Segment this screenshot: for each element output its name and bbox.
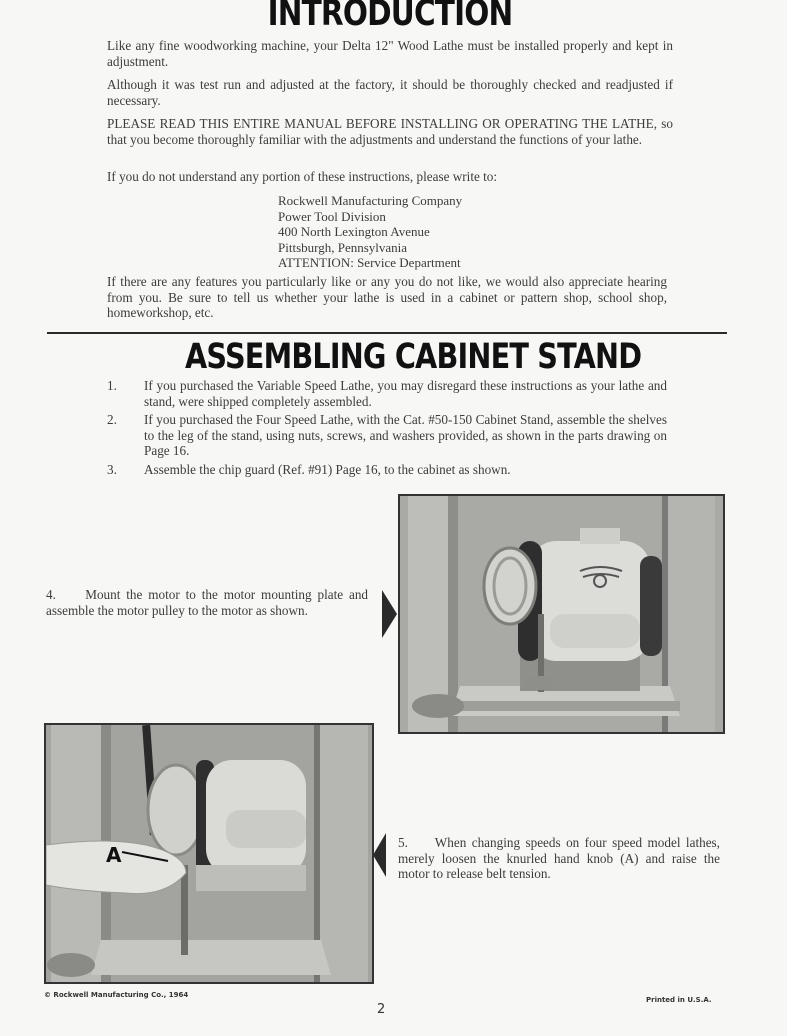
step-text: Mount the motor to the motor mounting plate and assemble the motor pulley to the motor as shown. xyxy=(46,587,369,618)
section-divider xyxy=(47,332,727,334)
address-line: 400 North Lexington Avenue xyxy=(278,224,430,240)
intro-paragraph-3: PLEASE READ THIS ENTIRE MANUAL BEFORE INSTALLING OR OPERATING THE LATHE, so that you become thoroughly familiar with the adjustments and understand the functions of your lathe. xyxy=(107,116,673,147)
introduction-title: INTRODUCTION xyxy=(267,0,513,34)
step-number: 5. xyxy=(398,835,408,850)
address-line: Power Tool Division xyxy=(278,208,386,224)
intro-paragraph-2: Although it was test run and adjusted at the factory, it should be thoroughly checked and readjusted if necessary. xyxy=(107,77,673,108)
step-text: When changing speeds on four speed model lathes, merely loosen the knurled hand knob (A) and raise the motor to release belt tension. xyxy=(398,835,720,881)
motor-photo xyxy=(398,494,725,734)
assembling-title: ASSEMBLING CABINET STAND xyxy=(185,337,642,377)
printed-notice: Printed in U.S.A. xyxy=(646,996,712,1004)
copyright-notice: © Rockwell Manufacturing Co., 1964 xyxy=(44,991,189,999)
pointer-arrow-left-icon xyxy=(373,833,386,877)
list-item xyxy=(107,412,667,459)
step-number: 2. xyxy=(107,412,117,427)
step-text: If you purchased the Four Speed Lathe, with the Cat. #50-150 Cabinet Stand, assemble the shelves to the leg of the stand, using nuts, screws, and washers provided, as shown in the parts drawing on Page 16. xyxy=(144,412,667,458)
step-text: If you purchased the Variable Speed Lathe, you may disregard these instructions as your lathe and stand, were shipped completely assembled. xyxy=(144,378,667,409)
knob-adjust-photo xyxy=(44,723,374,984)
step-number: 4. xyxy=(46,587,56,602)
intro-paragraph-1: Like any fine woodworking machine, your Delta 12" Wood Lathe must be installed properly and kept in adjustment. xyxy=(107,38,673,69)
list-item xyxy=(107,378,667,409)
step-number: 1. xyxy=(107,378,117,393)
step-number: 3. xyxy=(107,461,117,477)
assembly-steps xyxy=(107,378,667,477)
callout-label: A xyxy=(106,843,122,867)
intro-paragraph-4: If you do not understand any portion of these instructions, please write to: xyxy=(107,169,498,184)
motor-illustration xyxy=(400,496,723,732)
step-text: Assemble the chip guard (Ref. #91) Page 16, to the cabinet as shown. xyxy=(144,461,511,477)
step-5 xyxy=(398,835,720,882)
intro-closing-paragraph: If there are any features you particularly like or any you do not like, we would also appreciate hearing from you. Be sure to tell us whether your lathe is used in a cabinet or pattern shop, school shop, homeworkshop, etc. xyxy=(107,274,667,320)
address-block xyxy=(278,193,462,271)
address-line: Pittsburgh, Pennsylvania xyxy=(278,239,408,255)
step-4 xyxy=(46,587,368,618)
page-number: 2 xyxy=(377,1002,386,1017)
address-line: Rockwell Manufacturing Company xyxy=(278,193,463,208)
address-line: ATTENTION: Service Department xyxy=(278,255,461,271)
knob-illustration xyxy=(46,725,372,982)
list-item xyxy=(107,462,667,478)
pointer-arrow-right-icon xyxy=(382,590,397,638)
